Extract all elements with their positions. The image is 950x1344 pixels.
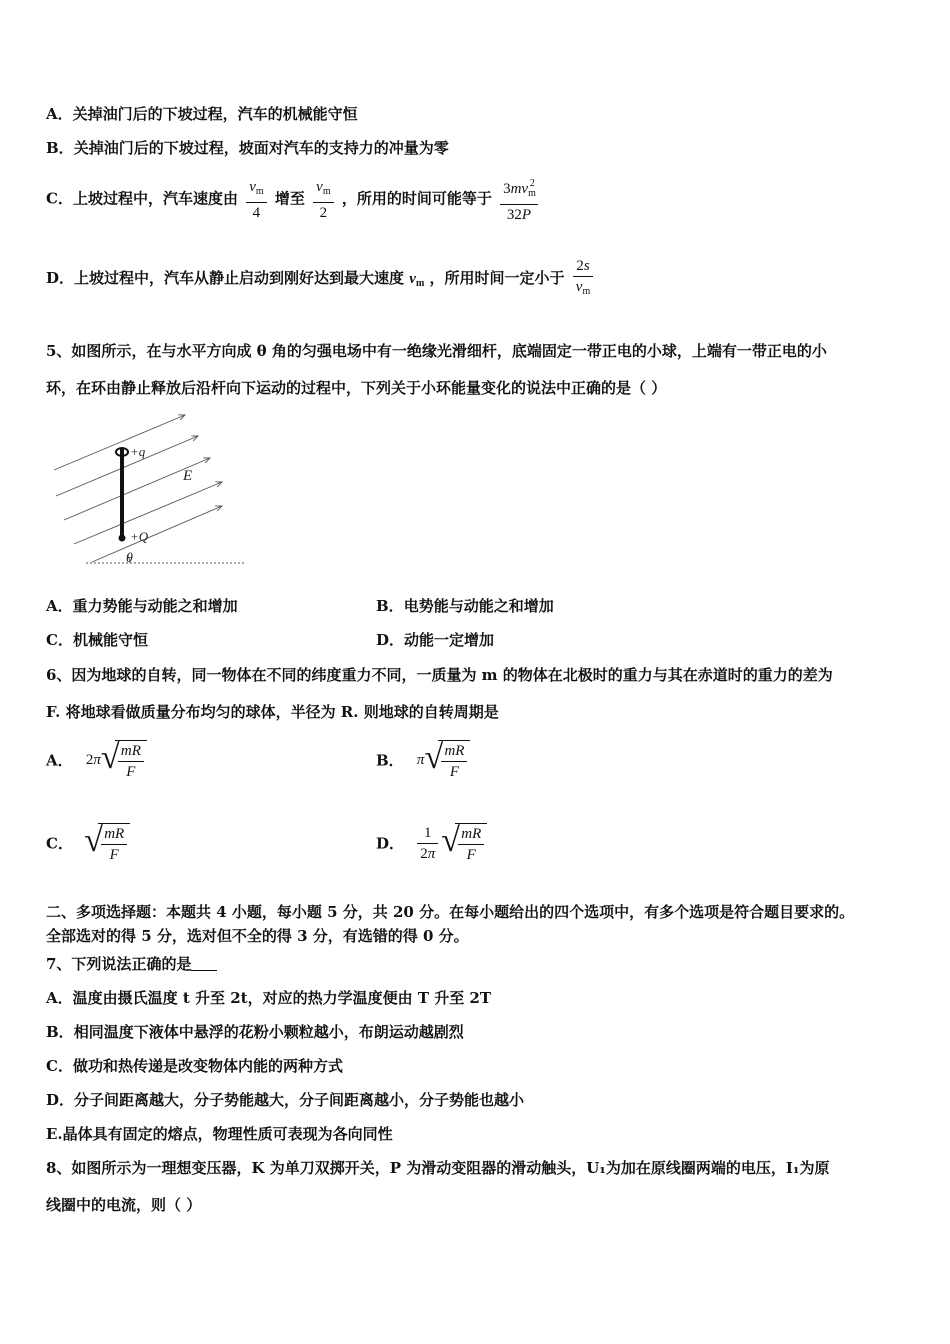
- q4-option-c-pre: 上坡过程中，汽车速度由: [72, 189, 238, 208]
- option-letter: A．: [46, 105, 73, 123]
- q8-stem-line2: 线圈中的电流，则（ ）: [46, 1196, 202, 1214]
- q5-option-c: [46, 629, 148, 650]
- section-2-instructions: [46, 900, 916, 948]
- charged-ball: [119, 535, 126, 542]
- q4-option-d: [46, 256, 596, 302]
- field-line: [92, 506, 222, 562]
- q5-option-b-text: 电势能与动能之和增加: [403, 597, 554, 615]
- answer-blank: [191, 956, 217, 971]
- option-letter: B．: [376, 751, 404, 770]
- option-letter: A．: [46, 751, 73, 770]
- q4-option-c-post: ，所用的时间可能等于: [341, 189, 492, 208]
- q5-option-d: [376, 629, 494, 650]
- formula-2pi: 2π: [85, 751, 101, 768]
- field-line: [54, 415, 185, 470]
- label-bottom-charge: +Q: [130, 529, 149, 544]
- formula-sqrt-mR-over-F: √ $\frac{mR}{F}$: [441, 821, 487, 865]
- q7-option-b: [46, 1021, 464, 1042]
- q6-option-d: [376, 821, 487, 865]
- q6-stem-line1: 6、因为地球的自转，同一物体在不同的纬度重力不同，一质量为 m 的物体在北极时的重力与其在赤道时的重力的差为: [46, 666, 833, 684]
- q4-option-a-text: 关掉油门后的下坡过程，汽车的机械能守恒: [72, 105, 358, 123]
- q6-option-a: [46, 738, 147, 782]
- option-letter: C．: [46, 631, 73, 649]
- formula-2s-over-vm: $\frac{2s}{v_m}$: [573, 256, 593, 302]
- q7-option-c: [46, 1055, 343, 1076]
- q5-stem-line2: 环，在环由静止释放后沿杆向下运动的过程中，下列关于小环能量变化的说法中正确的是（ ）: [46, 379, 667, 397]
- q4-option-c: [46, 174, 541, 225]
- option-letter: C．: [46, 1057, 73, 1075]
- q5-option-b: [376, 595, 554, 616]
- q7-option-e: E.晶体具有固定的熔点，物理性质可表现为各向同性: [46, 1125, 393, 1143]
- option-letter: D．: [376, 631, 405, 649]
- option-letter: C．: [46, 834, 73, 853]
- q4-option-d-pre: 上坡过程中，汽车从静止启动到刚好达到最大速度: [74, 269, 405, 287]
- q6-option-b: [376, 738, 470, 782]
- q4-option-b-text: 关掉油门后的下坡过程，坡面对汽车的支持力的冲量为零: [73, 139, 449, 157]
- formula-vm-over-2: $\frac{v_m}{2}$: [313, 177, 333, 223]
- q7-option-d: [46, 1089, 524, 1110]
- section-2-line2: 全部选对的得 5 分，选对但不全的得 3 分，有选错的得 0 分。: [46, 927, 469, 945]
- label-field-e: E: [183, 468, 193, 484]
- q4-option-d-post: ，所用时间一定小于: [429, 269, 565, 287]
- q4-option-a: [46, 103, 358, 124]
- q8-stem-line1: 8、如图所示为一理想变压器，K 为单刀双掷开关，P 为滑动变阻器的滑动触头，U₁为加在原线圈两端的电压，I₁为原: [46, 1159, 830, 1177]
- formula-sqrt-mR-over-F: √ $\frac{mR}{F}$: [101, 738, 147, 782]
- option-letter: D．: [376, 834, 405, 853]
- q5-option-a: [46, 595, 238, 616]
- formula-sqrt-mR-over-F: √ $\frac{mR}{F}$: [424, 738, 470, 782]
- formula-1-over-2pi: $\frac{1}{2\pi}$: [417, 823, 438, 864]
- q7-stem-text: 7、下列说法正确的是: [46, 955, 192, 973]
- option-letter: B．: [46, 139, 74, 157]
- option-letter: D．: [46, 1091, 75, 1109]
- q5-option-d-text: 动能一定增加: [404, 631, 495, 649]
- q4-option-b: [46, 137, 449, 158]
- q6-option-c: [46, 821, 130, 865]
- q5-figure: [50, 410, 250, 570]
- option-letter: B．: [376, 597, 404, 615]
- q6-stem-line2: F. 将地球看做质量分布均匀的球体，半径为 R. 则地球的自转周期是: [46, 703, 499, 721]
- field-line: [56, 436, 198, 496]
- section-2-line1: 二、多项选择题：本题共 4 小题，每小题 5 分，共 20 分。在每小题给出的四个选项中，有多个选项是符合题目要求的。: [46, 903, 855, 921]
- label-angle: θ: [126, 551, 133, 566]
- label-top-charge: +q: [130, 444, 146, 459]
- q7-option-b-text: 相同温度下液体中悬浮的花粉小颗粒越小，布朗运动越剧烈: [73, 1023, 464, 1041]
- q4-option-c-mid: 增至: [274, 189, 305, 208]
- formula-pi: π: [416, 751, 425, 768]
- formula-3mvm2-over-32P: $\frac{3mv_m^2}{32P}$: [500, 174, 538, 225]
- q7-option-a: [46, 987, 491, 1008]
- option-letter: A．: [46, 989, 73, 1007]
- formula-vm-over-4: $\frac{v_m}{4}$: [246, 177, 266, 223]
- q7-stem: [46, 953, 217, 974]
- option-letter: B．: [46, 1023, 74, 1041]
- q7-option-c-text: 做功和热传递是改变物体内能的两种方式: [72, 1057, 343, 1075]
- q7-option-d-text: 分子间距离越大，分子势能越大，分子间距离越小，分子势能也越小: [74, 1091, 525, 1109]
- q5-stem-line1: 5、如图所示，在与水平方向成 θ 角的匀强电场中有一绝缘光滑细杆，底端固定一带正电的小球，上端有一带正电的小: [46, 342, 827, 360]
- q7-option-a-text: 温度由摄氏温度 t 升至 2t，对应的热力学温度便由 T 升至 2T: [72, 989, 492, 1007]
- option-letter: D．: [46, 269, 75, 287]
- symbol-vm: $v_m$: [409, 271, 425, 289]
- q5-option-a-text: 重力势能与动能之和增加: [72, 597, 238, 615]
- option-letter: C．: [46, 189, 73, 208]
- option-letter: A．: [46, 597, 73, 615]
- q5-option-c-text: 机械能守恒: [72, 631, 148, 649]
- formula-sqrt-mR-over-F: √ $\frac{mR}{F}$: [84, 821, 130, 865]
